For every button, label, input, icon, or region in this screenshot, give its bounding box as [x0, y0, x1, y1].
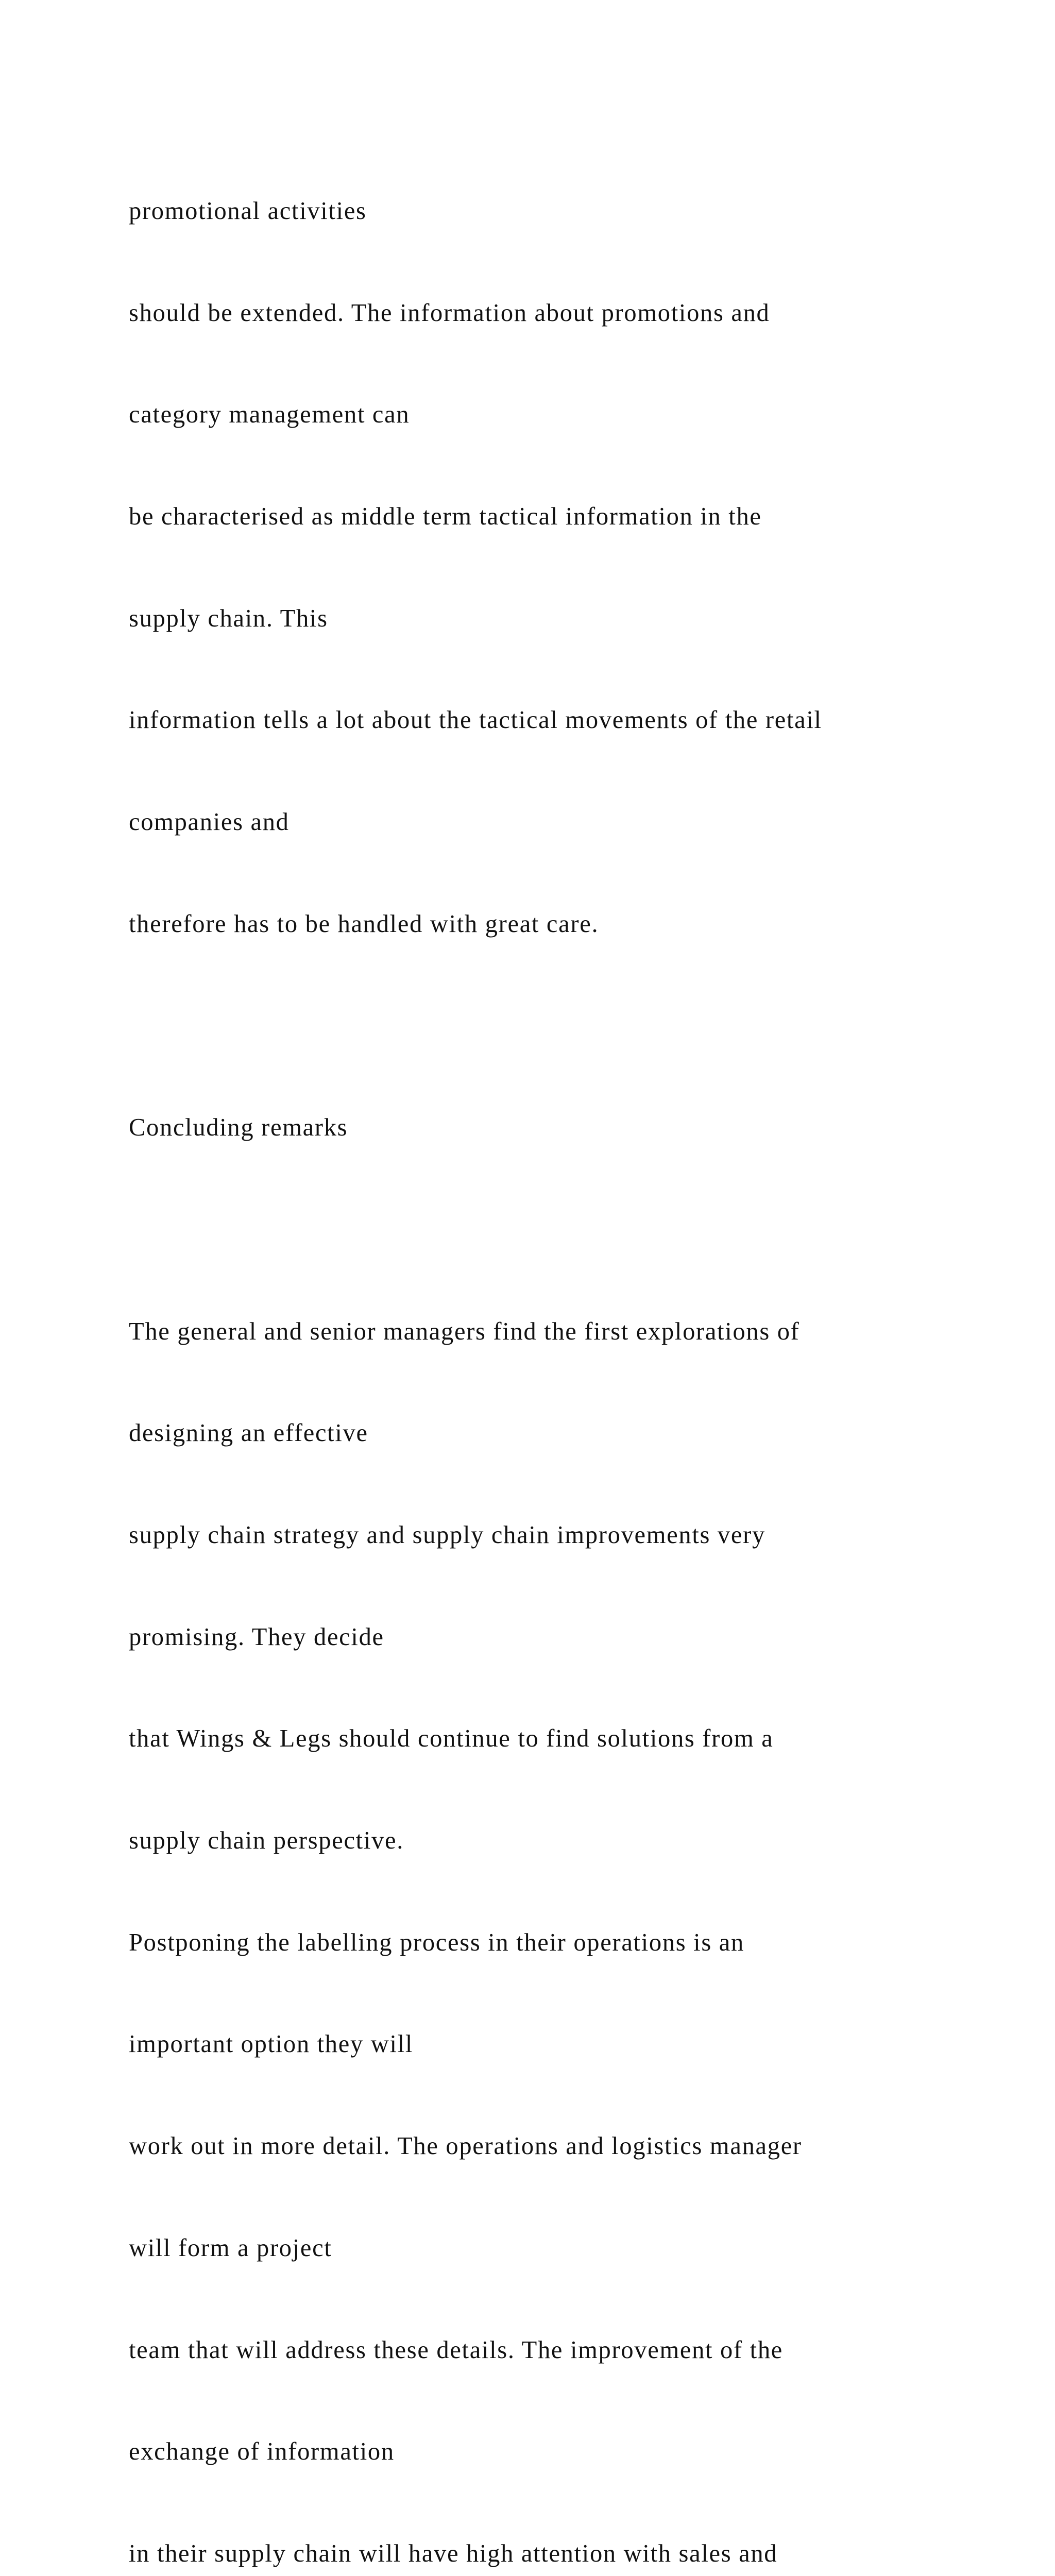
text-line: be characterised as middle term tactical information in the: [129, 502, 762, 530]
section-heading: Concluding remarks: [129, 1114, 348, 1142]
text-line: promotional activities: [129, 197, 367, 225]
text-line: in their supply chain will have high attention with sales and: [129, 2539, 778, 2567]
text-line: supply chain strategy and supply chain improvements very: [129, 1521, 765, 1549]
text-line: should be extended. The information about promotions and: [129, 299, 770, 327]
text-line: designing an effective: [129, 1419, 368, 1447]
text-line: exchange of information: [129, 2438, 395, 2466]
text-line: supply chain. This: [129, 604, 328, 632]
blank-line: [129, 1009, 1005, 1043]
text-line: information tells a lot about the tactical movements of the retail: [129, 706, 822, 734]
text-line: that Wings & Legs should continue to find solutions from a: [129, 1725, 774, 1753]
text-line: companies and: [129, 808, 290, 836]
text-line: team that will address these details. The improvement of the: [129, 2336, 784, 2364]
text-line: Postponing the labelling process in their operations is an: [129, 1928, 744, 1956]
text-line: will form a project: [129, 2234, 332, 2262]
text-line: The general and senior managers find the first explorations of: [129, 1317, 800, 1345]
text-line: category management can: [129, 401, 410, 429]
text-line: therefore has to be handled with great care.: [129, 910, 599, 938]
blank-line: [129, 1213, 1005, 1247]
document-text: [129, 126, 1005, 2576]
text-line: promising. They decide: [129, 1623, 384, 1651]
text-line: important option they will: [129, 2030, 413, 2058]
text-line: work out in more detail. The operations and logistics manager: [129, 2132, 802, 2160]
text-line: supply chain perspective.: [129, 1827, 404, 1855]
